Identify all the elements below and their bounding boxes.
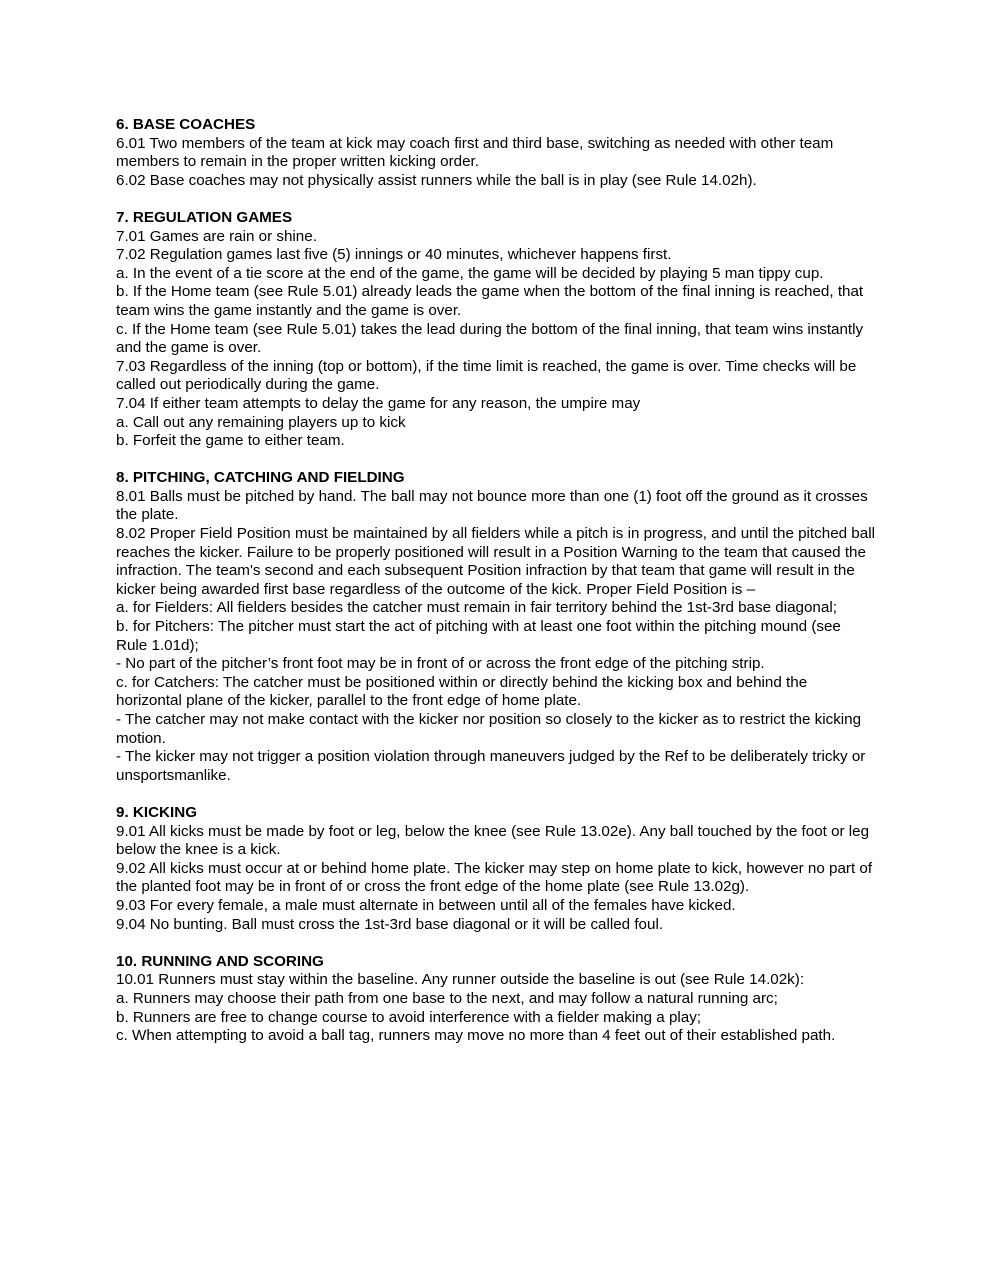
rule-paragraph: a. In the event of a tie score at the end of the game, the game will be decided by playing 5 man tippy cup.	[116, 264, 824, 282]
rule-paragraph: c. for Catchers: The catcher must be positioned within or directly behind the kicking box and behind the horizontal plane of the kicker, parallel to the front edge of home plate.	[116, 673, 808, 710]
document-page	[116, 116, 876, 1064]
rule-paragraph: - The kicker may not trigger a position violation through maneuvers judged by the Ref to be deliberately tricky or unsportsmanlike.	[116, 748, 866, 784]
rule-paragraph: a. Runners may choose their path from one base to the next, and may follow a natural running arc;	[116, 989, 778, 1007]
rule-paragraph: 9.02 All kicks must occur at or behind home plate. The kicker may step on home plate to kick, however no part of the planted foot may be in front of or cross the front edge of the home plate (see Rule 13.02g).	[116, 859, 873, 896]
section-running-and-scoring	[116, 953, 876, 1046]
rule-paragraph: b. for Pitchers: The pitcher must start the act of pitching with at least one foot within the pitching mound (see Rule 1.01d);	[116, 618, 841, 654]
section-pitching-catching-fielding	[116, 469, 876, 785]
section-base-coaches	[116, 116, 876, 190]
rule-paragraph: 10.01 Runners must stay within the baseline. Any runner outside the baseline is out (see Rule 14.02k):	[116, 971, 805, 989]
rule-paragraph: 7.01 Games are rain or shine.	[116, 227, 317, 245]
rule-paragraph: 7.04 If either team attempts to delay the game for any reason, the umpire may	[116, 394, 641, 412]
rule-paragraph: c. If the Home team (see Rule 5.01) takes the lead during the bottom of the final inning, that team wins instantly and the game is over.	[116, 320, 864, 357]
rule-paragraph: a. Call out any remaining players up to kick	[116, 413, 406, 431]
rule-paragraph: 9.04 No bunting. Ball must cross the 1st-3rd base diagonal or it will be called foul.	[116, 915, 664, 933]
section-kicking	[116, 804, 876, 934]
rule-paragraph: 6.02 Base coaches may not physically assist runners while the ball is in play (see Rule 14.02h).	[116, 171, 757, 189]
section-regulation-games	[116, 209, 876, 451]
rule-paragraph: 8.02 Proper Field Position must be maintained by all fielders while a pitch is in progress, and until the pitched ball reaches the kicker. Failure to be properly positioned will result in a Position Warning to the team that caused the infraction. The team's second and each subsequent Position infraction by that team that game will result in the kicker being awarded first base regardless of the outcome of the kick. Proper Field Position is –	[116, 525, 875, 598]
rule-paragraph: 6.01 Two members of the team at kick may coach first and third base, switching as needed with other team members to remain in the proper written kicking order.	[116, 134, 834, 171]
section-heading: 8. PITCHING, CATCHING AND FIELDING	[116, 469, 405, 487]
rule-paragraph: 7.03 Regardless of the inning (top or bottom), if the time limit is reached, the game is over. Time checks will be called out periodically during the game.	[116, 357, 857, 394]
rule-paragraph: - The catcher may not make contact with the kicker nor position so closely to the kicker as to restrict the kicking motion.	[116, 711, 862, 747]
rule-paragraph: b. Forfeit the game to either team.	[116, 432, 345, 450]
section-heading: 6. BASE COACHES	[116, 116, 256, 133]
section-heading: 10. RUNNING AND SCORING	[116, 952, 324, 970]
rule-paragraph: c. When attempting to avoid a ball tag, runners may move no more than 4 feet out of their established path.	[116, 1027, 836, 1045]
rule-paragraph: 8.01 Balls must be pitched by hand. The ball may not bounce more than one (1) foot off the ground as it crosses the plate.	[116, 487, 868, 524]
section-heading: 7. REGULATION GAMES	[116, 208, 293, 226]
rule-paragraph: b. If the Home team (see Rule 5.01) already leads the game when the bottom of the final inning is reached, that team wins the game instantly and the game is over.	[116, 283, 864, 319]
rule-paragraph: a. for Fielders: All fielders besides the catcher must remain in fair territory behind the 1st-3rd base diagonal;	[116, 599, 837, 617]
rule-paragraph: 9.01 All kicks must be made by foot or leg, below the knee (see Rule 13.02e). Any ball touched by the foot or leg below the knee is a kick.	[116, 822, 870, 859]
rule-paragraph: b. Runners are free to change course to avoid interference with a fielder making a play;	[116, 1008, 702, 1026]
rule-paragraph: - No part of the pitcher’s front foot may be in front of or across the front edge of the pitching strip.	[116, 655, 765, 673]
rule-paragraph: 7.02 Regulation games last five (5) innings or 40 minutes, whichever happens first.	[116, 246, 672, 264]
rule-paragraph: 9.03 For every female, a male must alternate in between until all of the females have kicked.	[116, 896, 736, 914]
section-heading: 9. KICKING	[116, 803, 198, 821]
